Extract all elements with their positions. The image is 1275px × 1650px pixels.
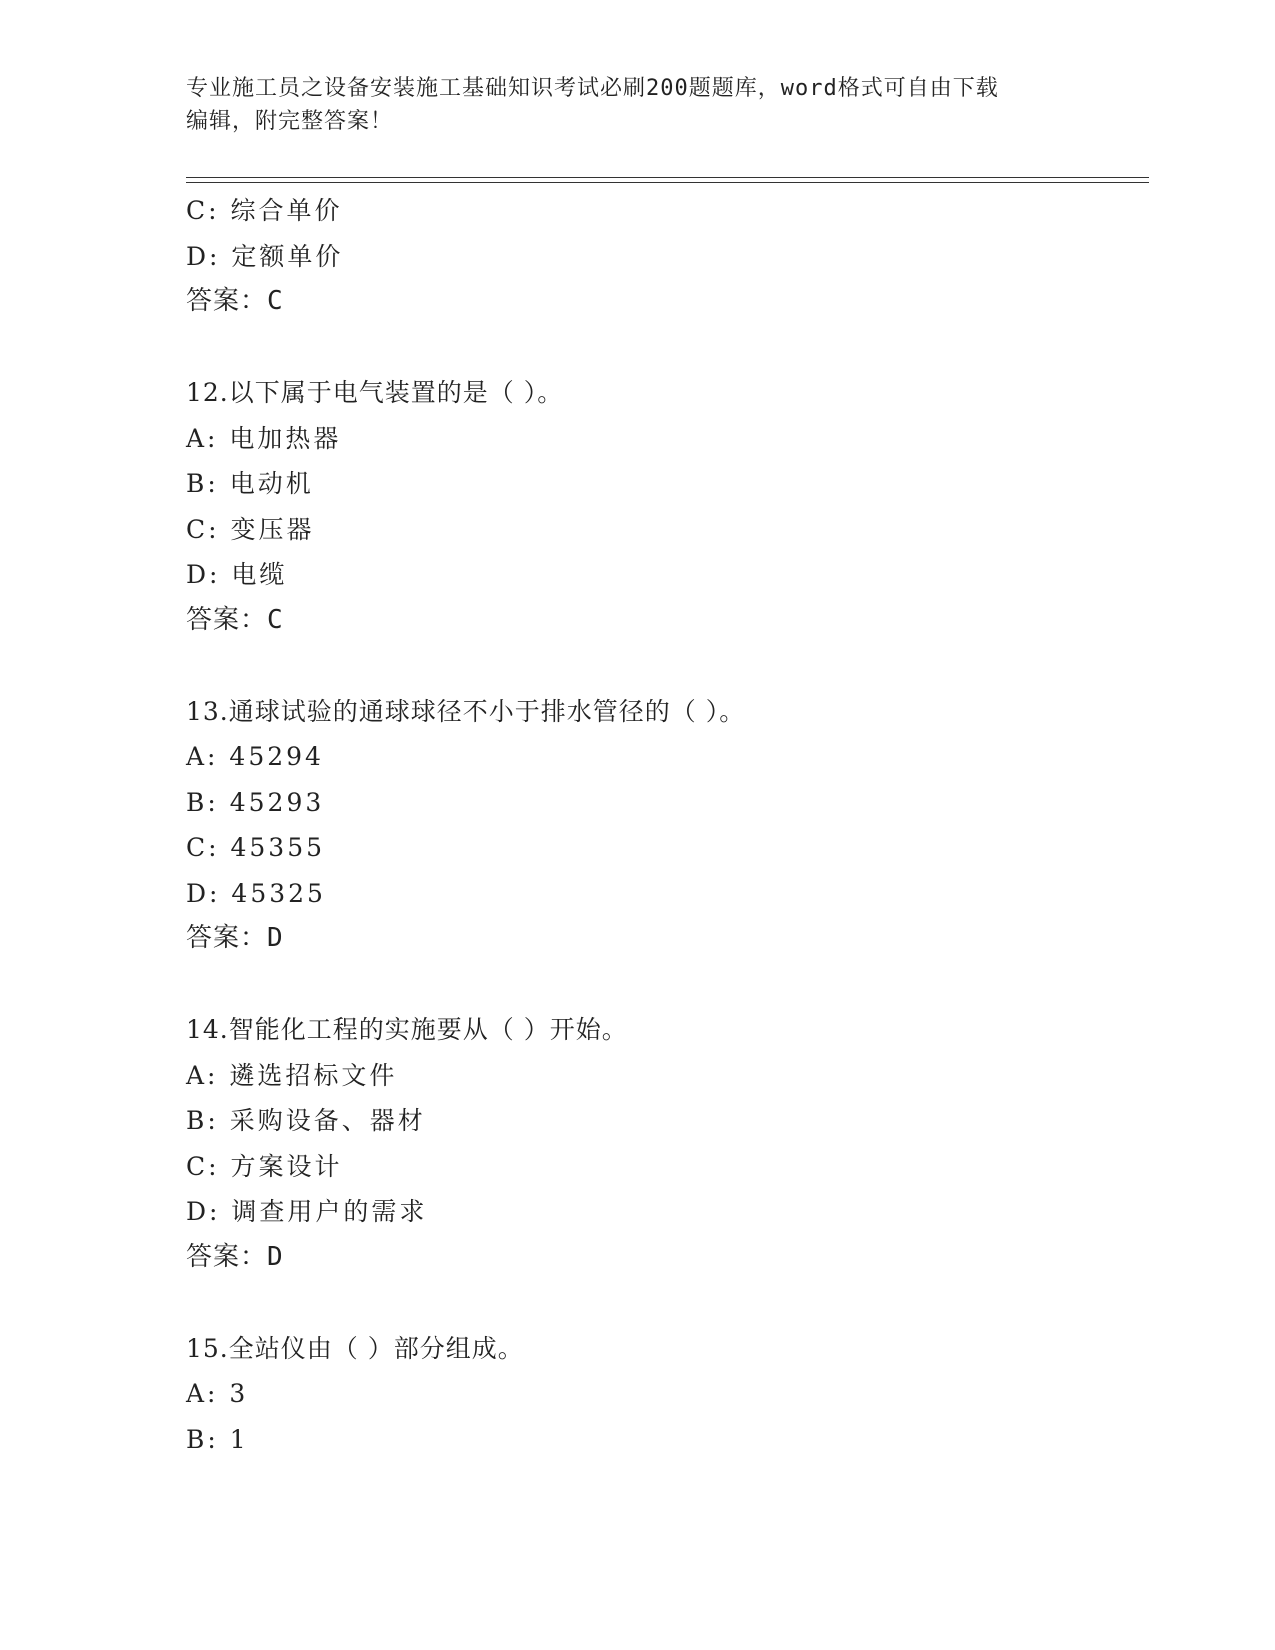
option-a: A: 45294 <box>186 742 324 771</box>
option-a: A: 遴选招标文件 <box>186 1060 398 1090</box>
option-d: D: 调查用户的需求 <box>186 1197 428 1226</box>
option-b: B: 电动机 <box>186 469 314 498</box>
question-title: 12.以下属于电气装置的是（ ）。 <box>186 378 564 407</box>
option-c: C: 变压器 <box>186 514 315 544</box>
spacer <box>186 325 1146 371</box>
option-c: C: 综合单价 <box>186 196 343 225</box>
option-d: D: 45325 <box>186 878 326 908</box>
answer-line: 答案：C <box>186 286 284 316</box>
option-c: C: 45355 <box>186 833 326 862</box>
header-divider-bottom <box>186 182 1149 183</box>
spacer <box>186 1280 1146 1326</box>
question-block-14 <box>186 1007 1146 1280</box>
question-block-12 <box>186 370 1146 643</box>
option-a: A: 3 <box>186 1379 249 1408</box>
header-title-line-1: 专业施工员之设备安装施工基础知识考试必刷200题题库，word格式可自由下载 <box>186 76 999 101</box>
spacer <box>186 643 1146 689</box>
answer-line: 答案：D <box>186 923 284 953</box>
question-block-11 <box>186 188 1146 325</box>
question-title: 14.智能化工程的实施要从（ ）开始。 <box>186 1015 628 1044</box>
document-header <box>186 72 1086 138</box>
spacer <box>186 962 1146 1008</box>
option-b: B: 45293 <box>186 787 325 817</box>
answer-line: 答案：C <box>186 604 284 635</box>
header-title-line-2: 编辑，附完整答案！ <box>186 109 394 134</box>
option-d: D: 定额单价 <box>186 241 344 271</box>
option-c: C: 方案设计 <box>186 1151 343 1181</box>
option-b: B: 采购设备、器材 <box>186 1106 426 1135</box>
answer-line: 答案：D <box>186 1241 284 1272</box>
question-title: 15.全站仪由（ ）部分组成。 <box>186 1333 524 1363</box>
option-a: A: 电加热器 <box>186 423 342 453</box>
question-title: 13.通球试验的通球球径不小于排水管径的（ ）。 <box>186 696 746 726</box>
option-d: D: 电缆 <box>186 560 288 589</box>
question-list <box>186 188 1146 1462</box>
question-block-15 <box>186 1326 1146 1463</box>
header-divider-top <box>186 177 1149 178</box>
option-b: B: 1 <box>186 1424 249 1454</box>
question-block-13 <box>186 689 1146 962</box>
